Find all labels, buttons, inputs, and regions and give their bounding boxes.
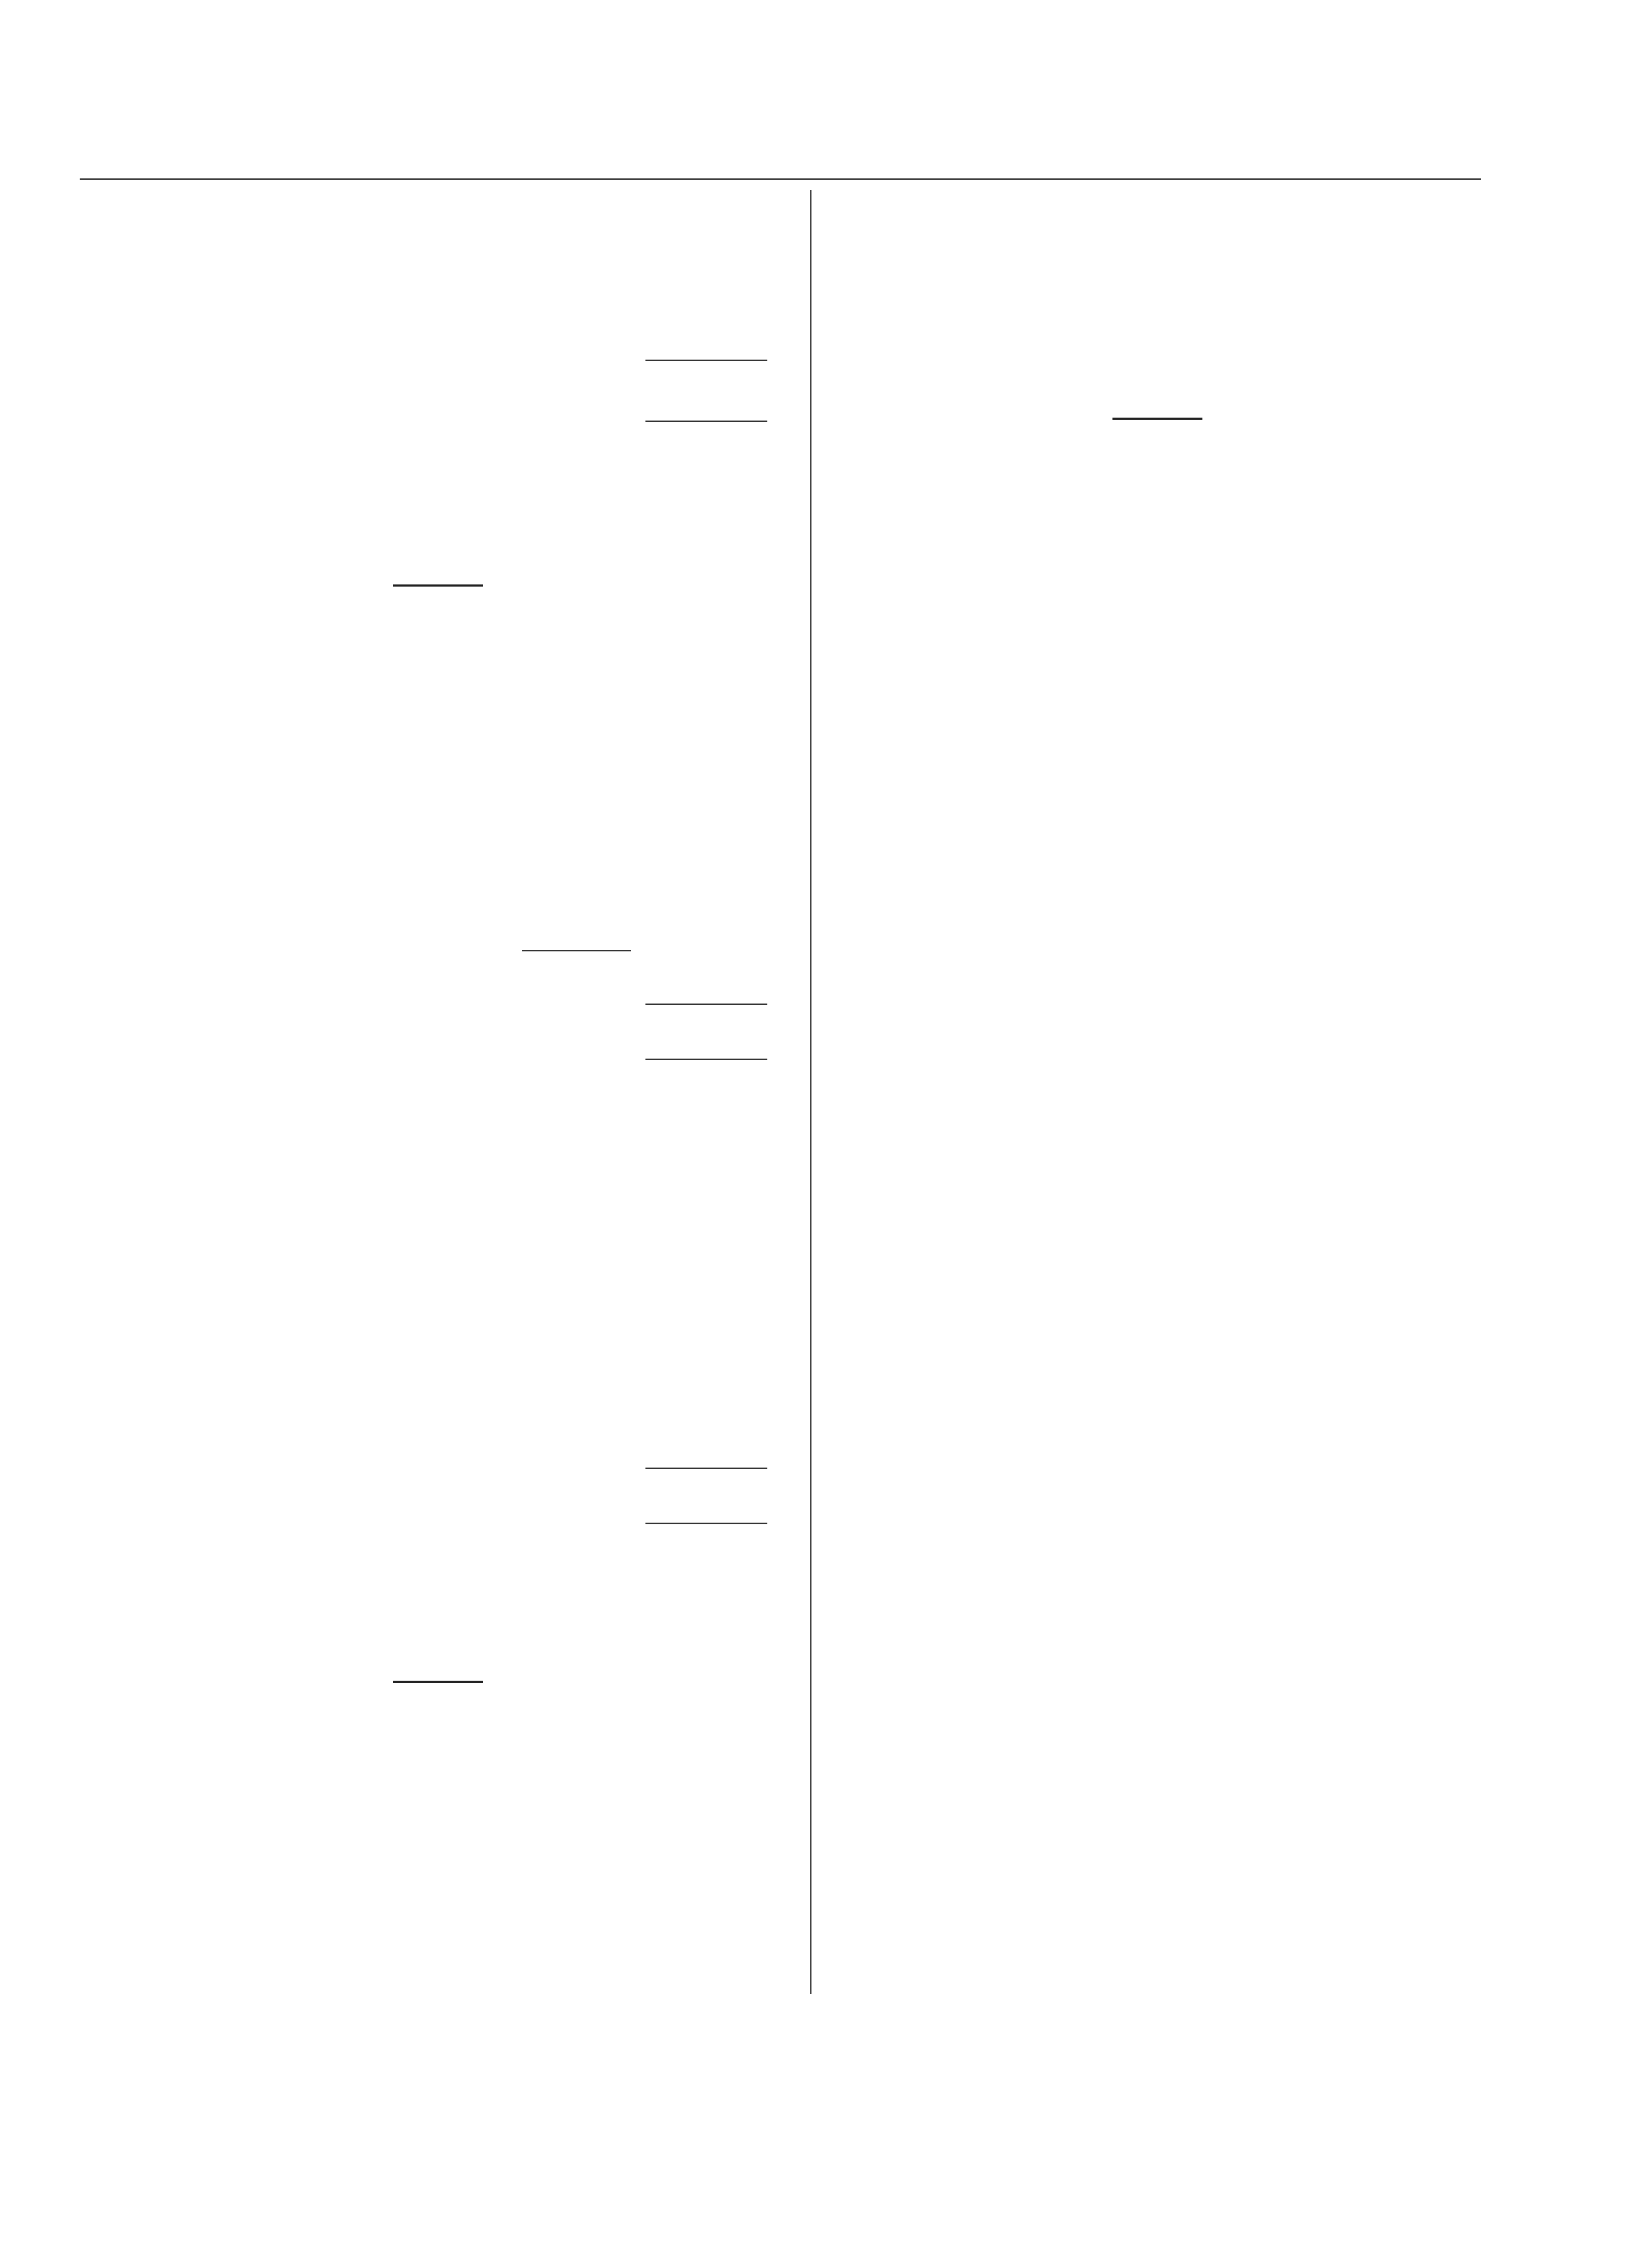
sub-rule <box>522 950 631 951</box>
sum-rule <box>645 360 767 361</box>
sum-rule <box>645 1523 767 1524</box>
column-rule <box>810 190 811 1994</box>
sum-rule <box>645 1004 767 1005</box>
sum-rule <box>645 1468 767 1469</box>
section-divider <box>393 584 483 587</box>
sum-rule <box>645 1059 767 1060</box>
header-rule <box>80 178 1481 180</box>
section-divider <box>1112 418 1202 420</box>
sum-rule <box>645 421 767 422</box>
ledger-row <box>247 970 776 1000</box>
section-divider <box>393 1681 483 1683</box>
subtotal-row <box>657 940 773 969</box>
ledger-row <box>225 696 776 726</box>
